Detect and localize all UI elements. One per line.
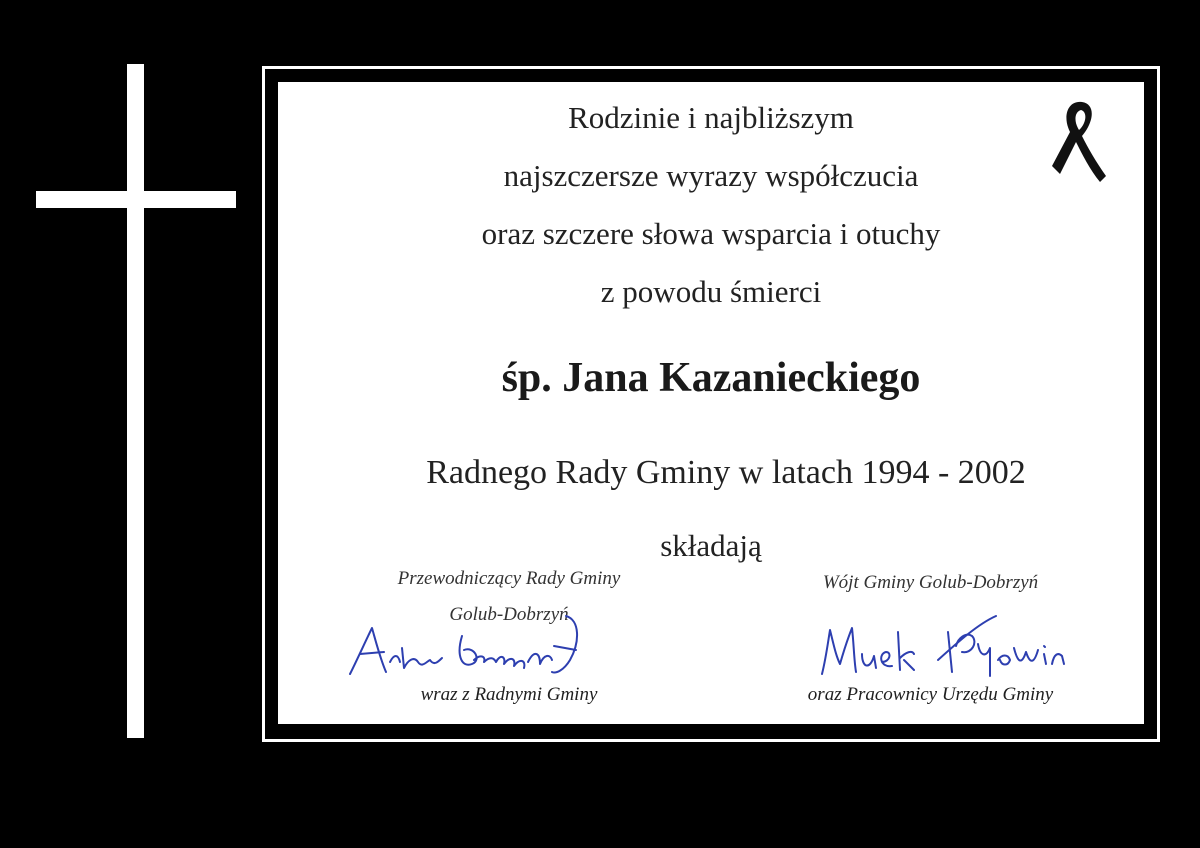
message-line-4: z powodu śmierci xyxy=(600,274,822,309)
cross-vertical-bar xyxy=(127,64,144,738)
cross-horizontal-bar xyxy=(36,191,236,208)
message-line-1: Rodzinie i najbliższym xyxy=(568,100,854,135)
left-signatory-footer: wraz z Radnymi Gminy xyxy=(420,684,598,705)
right-signatory-footer: oraz Pracownicy Urzędu Gminy xyxy=(807,684,1054,705)
left-signatory-title-line-1: Przewodniczący Rady Gminy xyxy=(397,568,621,589)
message-verb: składają xyxy=(660,528,762,563)
right-signatory-title: Wójt Gminy Golub-Dobrzyń xyxy=(822,572,1039,593)
condolence-card xyxy=(278,82,1144,724)
deceased-name: śp. Jana Kazanieckiego xyxy=(501,355,921,401)
right-handwritten-signature xyxy=(818,602,1088,682)
left-signatory-title-line-2: Golub-Dobrzyń xyxy=(449,604,569,625)
deceased-role: Radnego Rady Gminy w latach 1994 - 2002 xyxy=(426,454,1026,491)
message-line-2: najszczersze wyrazy współczucia xyxy=(503,158,919,193)
message-line-3: oraz szczere słowa wsparcia i otuchy xyxy=(481,216,941,251)
left-handwritten-signature xyxy=(344,602,604,682)
